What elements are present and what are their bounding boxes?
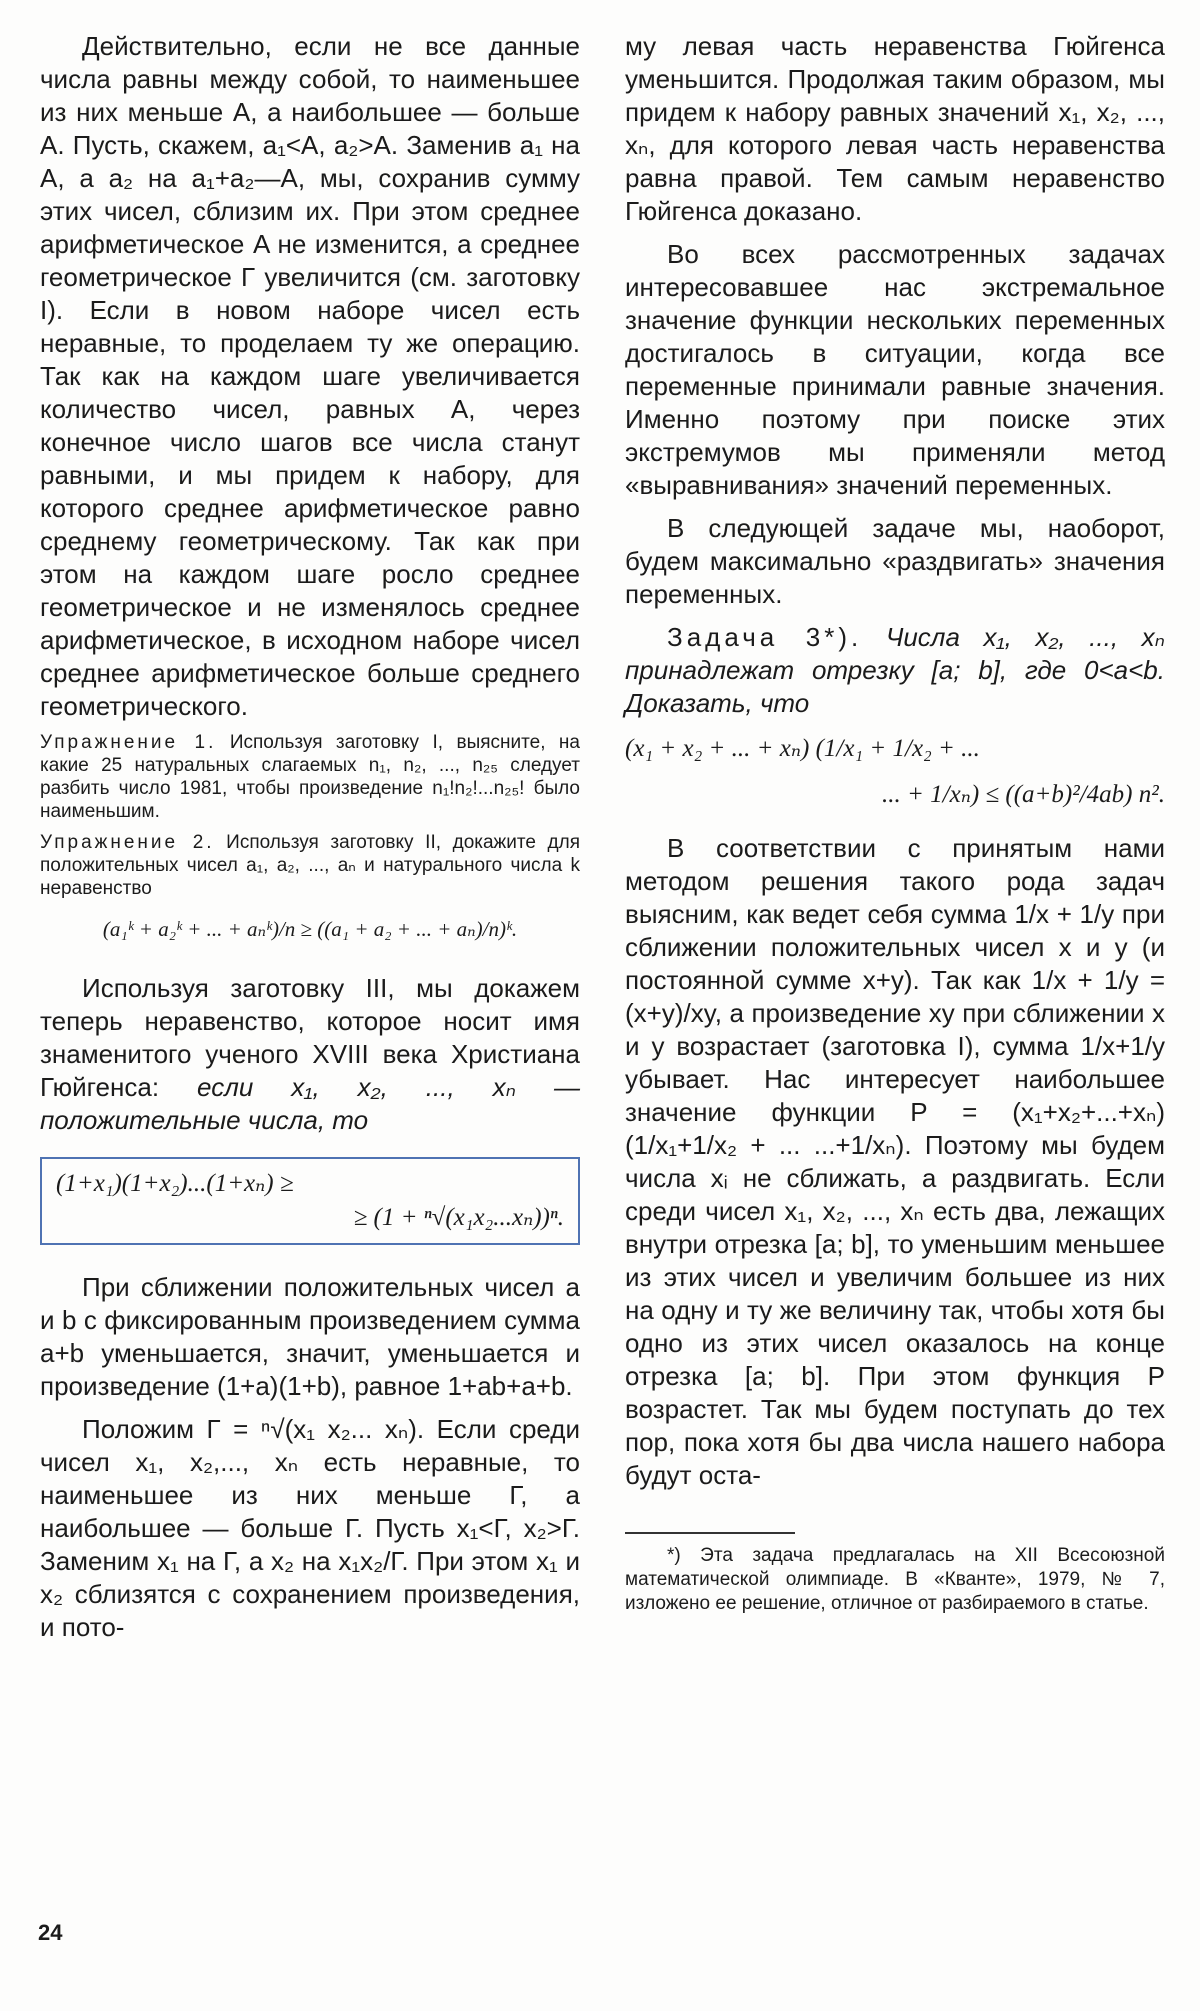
paragraph-huygens-conclusion: му левая часть неравенства Гюйгенса уменьшится. Продолжая таким образом, мы придем к набору равных значений x₁, x₂, ..., xₙ, для которого левая часть неравенства равна правой. Тем самым неравенство Гюйгенса доказано. bbox=[625, 31, 1165, 226]
huygens-inequality-box bbox=[40, 1157, 580, 1245]
paragraph-huygens-intro bbox=[40, 972, 580, 1137]
huygens-inequality-line-2: ≥ (1 + ⁿ√(x₁x₂...xₙ))ⁿ. bbox=[353, 1204, 564, 1231]
paragraph-task-3-solution: В соответствии с принятым нами методом решения такого рода задач выясним, как ведет себя сумма 1/x + 1/y при сближении положительных чисел x и y (и постоянной сумме x+y). Так как 1/x + 1/y = (x+y)/xy, а произведение xy при сближении x и y возрастает (заготовка I), сумма 1/x+1/y убывает. Нас интересует наибольшее значение функции P = (x₁+x₂+...+xₙ)(1/x₁+1/x₂ + ... ...+1/xₙ). Поэтому мы будем числа xᵢ не сближать, а раздвигать. Если среди чисел x₁, x₂, ..., xₙ есть два, лежащих внутри отрезка [a; b], то уменьшим меньшее из этих чисел и увеличим большее из них на одну и ту же величину так, чтобы хотя бы одно из этих чисел оказалось на конце отрезка [a; b]. При этом функция P возрастет. Так мы будем поступать до тех пор, пока хотя бы два числа нашего набора будут оста- bbox=[625, 833, 1165, 1490]
footnote: *) Эта задача предлагалась на XII Всесоюзной математической олимпиаде. В «Кванте», 1979, № 7, изложено ее решение, отличное от разбираемого в статье. bbox=[625, 1545, 1165, 1614]
paragraph-equalization-method: Во всех рассмотренных задачах интересовавшее нас экстремальное значение функции нескольких переменных достигалось в ситуации, когда все переменные принимали равные значения. Именно поэтому при поиске этих экстремумов мы применяли метод «выравнивания» значений переменных. bbox=[625, 239, 1165, 500]
exercise-2-heading: Упражнение 2. bbox=[40, 832, 215, 853]
task-3-formula-line-1: (x₁ + x₂ + ... + xₙ) (1/x₁ + 1/x₂ + ... bbox=[625, 735, 980, 762]
task-3-formula-line-2: ... + 1/xₙ) ≤ ((a+b)²/4ab) n². bbox=[882, 781, 1165, 808]
page-number: 24 bbox=[38, 1920, 63, 1945]
right-column bbox=[625, 30, 1165, 1616]
paragraph-am-gm-proof: Действительно, если не все данные числа равны между собой, то наименьшее из них меньше A, а наибольшее — больше A. Пусть, скажем, a₁<A, a₂>A. Заменив a₁ на A, а a₂ на a₁+a₂—A, мы, сохранив сумму этих чисел, сблизим их. При этом среднее арифметическое A не изменится, а среднее геометрическое Г увеличится (см. заготовку I). Если в новом наборе чисел есть неравные, то проделаем ту же операцию. Так как на каждом шаге увеличивается количество чисел, равных A, через конечное число шагов все числа станут равными, и мы придем к набору, для которого среднее арифметическое равно среднему геометрическому. Так как при этом на каждом шаге росло среднее геометрическое и не изменялось среднее арифметическое, в исходном наборе чисел среднее арифметическое больше среднего геометрического. bbox=[40, 31, 580, 721]
exercise-2-text: Используя заготовку II, докажите для положительных чисел a₁, a₂, ..., aₙ и натурального числа k неравенство bbox=[40, 832, 581, 899]
paragraph-approach-ab: При сближении положительных чисел a и b с фиксированным произведением сумма a+b уменьшается, значит, уменьшается и произведение (1+a)(1+b), равное 1+ab+a+b. bbox=[40, 1272, 580, 1401]
huygens-statement: если x₁, x₂, ..., xₙ — положительные числа, то bbox=[40, 1072, 580, 1135]
exercise-2 bbox=[40, 831, 580, 900]
paragraph-spreading-method: В следующей задаче мы, наоборот, будем максимально «раздвигать» значения переменных. bbox=[625, 513, 1165, 609]
exercise-1-heading: Упражнение 1. bbox=[40, 732, 217, 753]
left-column bbox=[40, 30, 580, 1644]
exercise-1 bbox=[40, 731, 580, 823]
task-3 bbox=[625, 621, 1165, 720]
task-3-statement: Числа x₁, x₂, ..., xₙ принадлежат отрезку [a; b], где 0<a<b. Доказать, что bbox=[625, 622, 1165, 718]
footnote-rule bbox=[625, 1532, 795, 1534]
paragraph-geometric-mean: Положим Г = ⁿ√(x₁ x₂... xₙ). Если среди чисел x₁, x₂,..., xₙ есть неравные, то наименьшее из них меньше Г, а наибольшее — больше Г. Пусть x₁<Г, x₂>Г. Заменим x₁ на Г, а x₂ на x₁x₂/Г. При этом x₁ и x₂ сблизятся с сохранением произведения, и пото- bbox=[40, 1414, 580, 1642]
exercise-2-formula: (a₁ᵏ + a₂ᵏ + ... + aₙᵏ)/n ≥ ((a₁ + a₂ + ... + aₙ)/n)ᵏ. bbox=[102, 917, 518, 941]
exercise-1-text: Используя заготовку I, выясните, на какие 25 натуральных слагаемых n₁, n₂, ..., n₂₅ следует разбить число 1981, чтобы произведение n₁!n₂!...n₂₅! было наименьшим. bbox=[40, 732, 580, 822]
task-3-heading: Задача 3*). bbox=[667, 622, 863, 652]
huygens-intro-text: Используя заготовку III, мы докажем теперь неравенство, которое носит имя знаменитого ученого XVIII века Христиана Гюйгенса: bbox=[40, 973, 580, 1102]
huygens-inequality-line-1: (1+x₁)(1+x₂)...(1+xₙ) ≥ bbox=[56, 1170, 294, 1197]
